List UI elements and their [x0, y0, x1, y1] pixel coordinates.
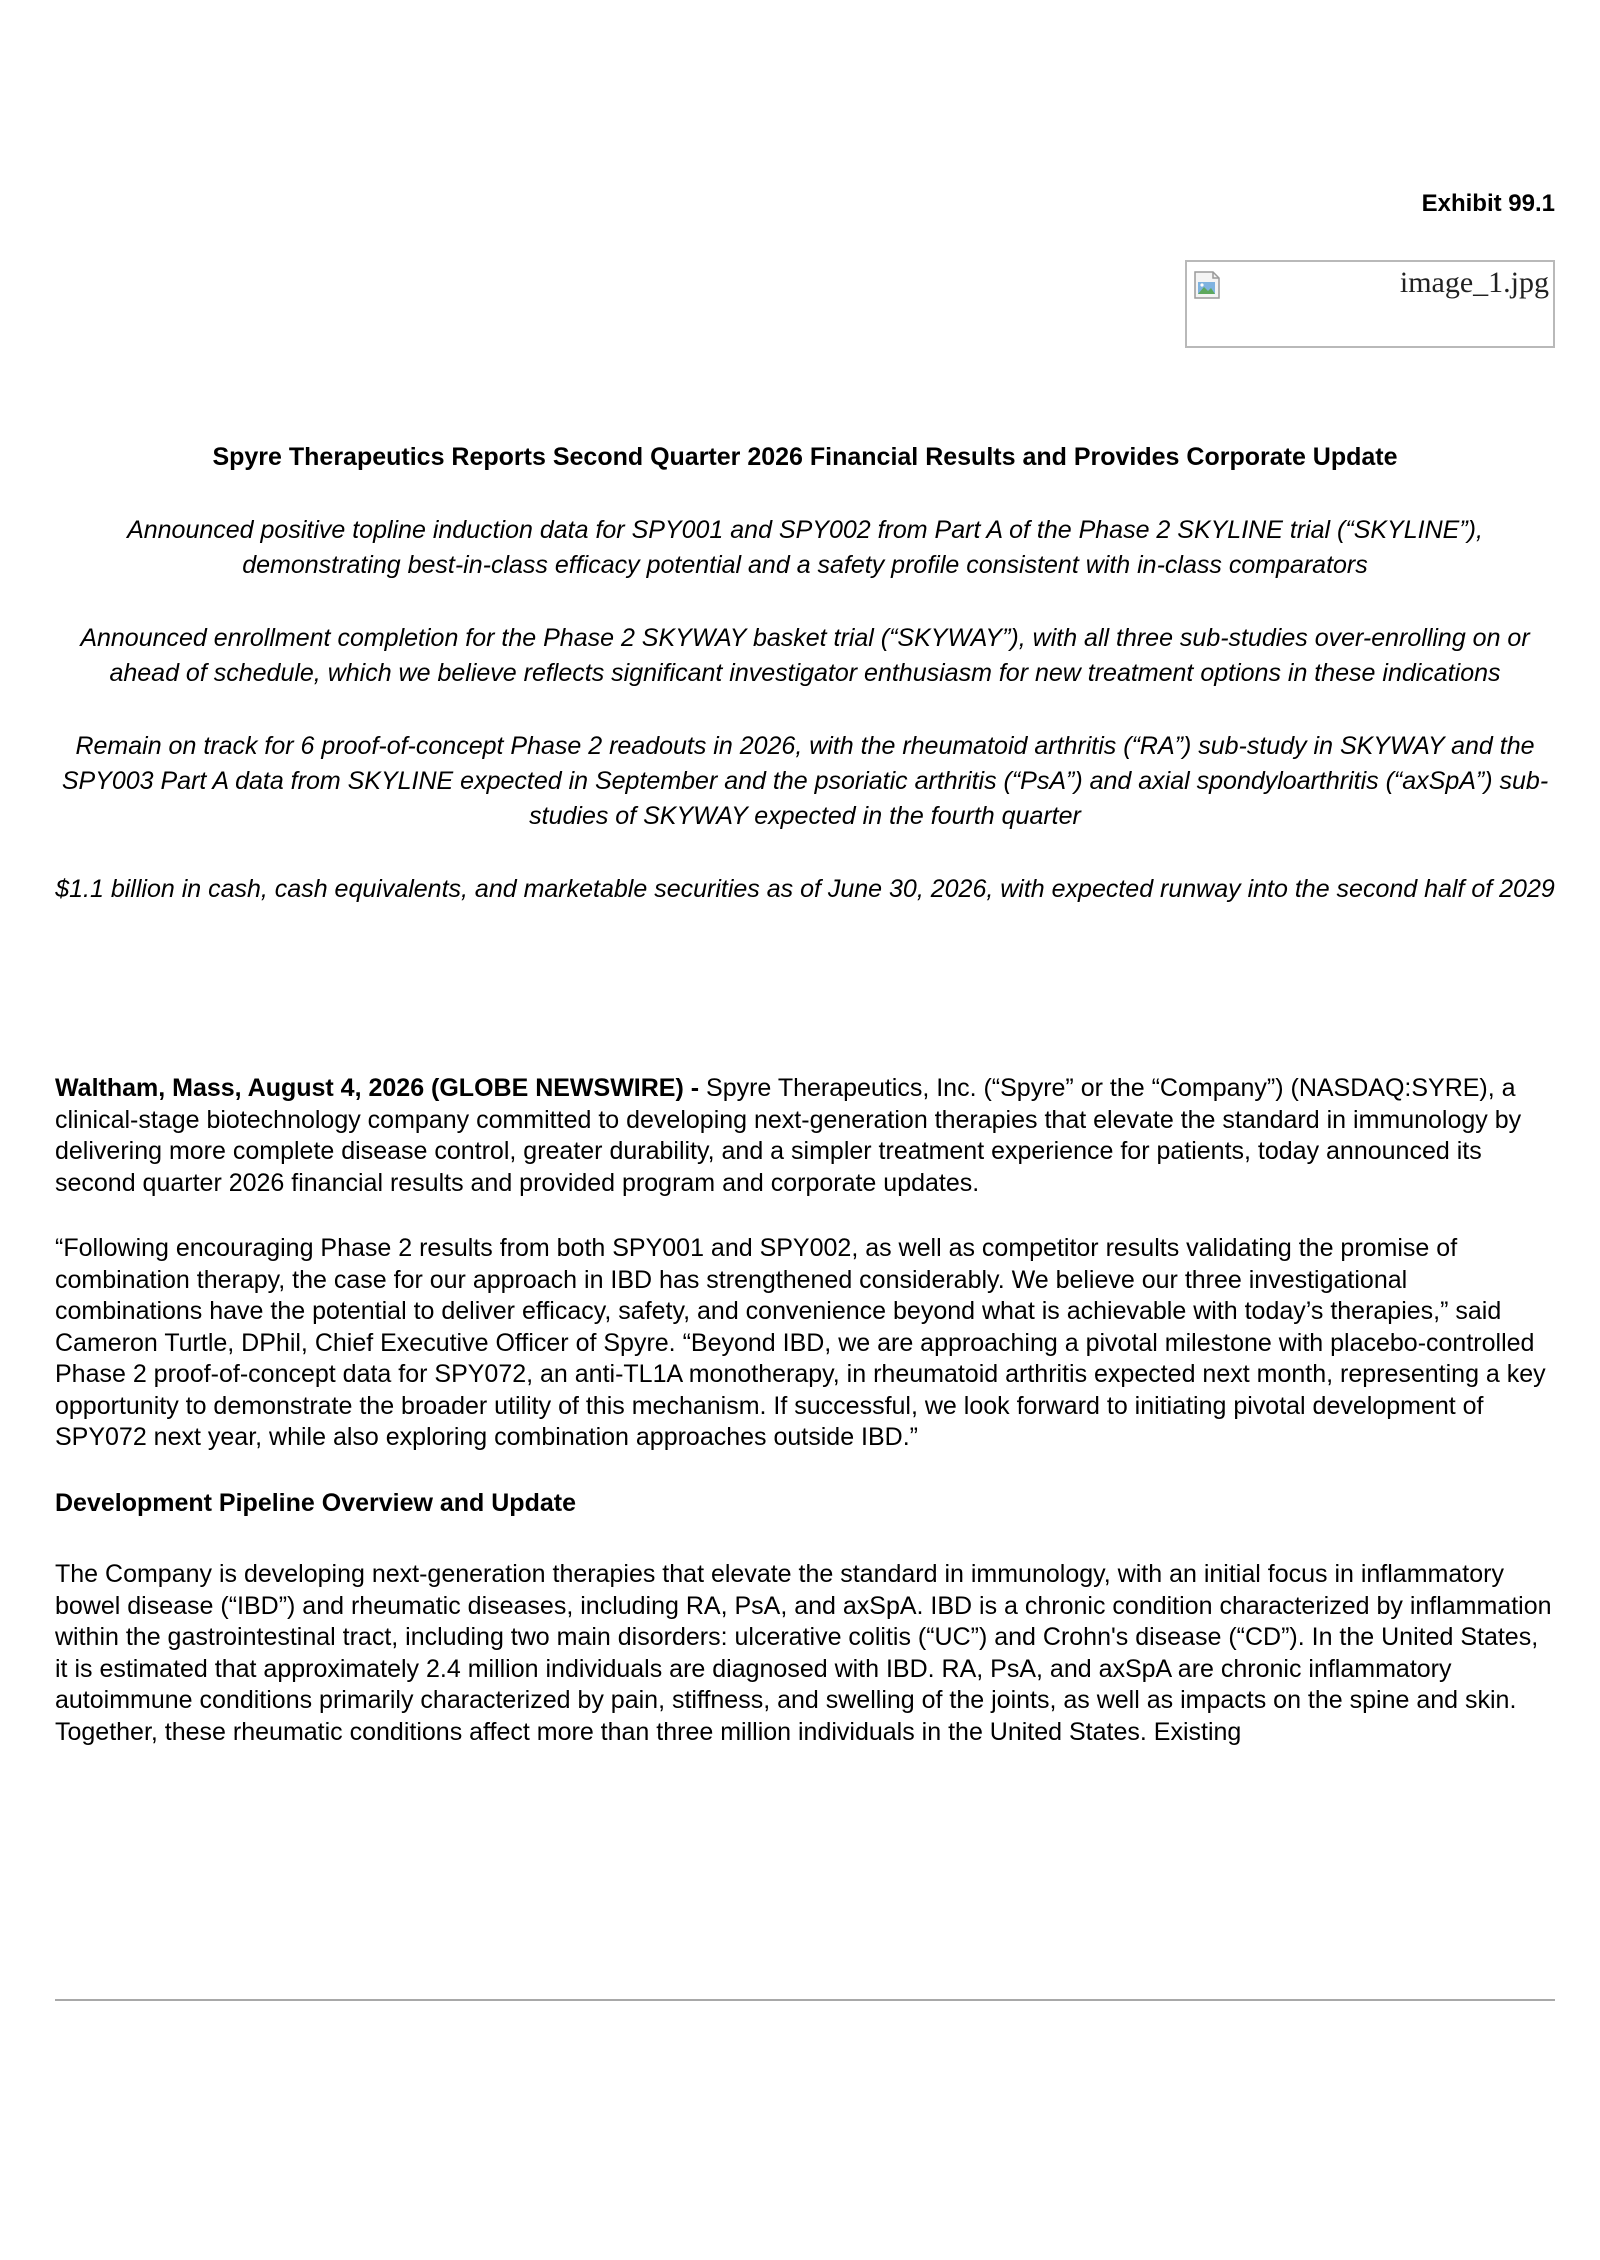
- press-release-title: Spyre Therapeutics Reports Second Quarter 2026 Financial Results and Provides Corporate Update: [212, 443, 1398, 471]
- body-text: [55, 1073, 1555, 1782]
- highlight-item: $1.1 billion in cash, cash equivalents, and marketable securities as of June 30, 2026, with expected runway into the second half of 2029: [55, 875, 1555, 903]
- ceo-quote-paragraph: “Following encouraging Phase 2 results from both SPY001 and SPY002, as well as competitor results validating the promise of combination therapy, the case for our approach in IBD has strengthened considerably. We believe our three investigational combinations have the potential to deliver efficacy, safety, and convenience beyond what is achievable with today’s therapies,” said Cameron Turtle, DPhil, Chief Executive Officer of Spyre. “Beyond IBD, we are approaching a pivotal milestone with placebo-controlled Phase 2 proof-of-concept data for SPY072, an anti-TL1A monotherapy, in rheumatoid arthritis expected next month, representing a key opportunity to demonstrate the broader utility of this mechanism. If successful, we look forward to initiating pivotal development of SPY072 next year, while also exploring combination approaches outside IBD.”: [55, 1234, 1546, 1451]
- image-alt-text: image_1.jpg: [1399, 266, 1549, 299]
- page-divider: [55, 1999, 1555, 2001]
- intro-text: Spyre Therapeutics, Inc. (“Spyre” or the “Company”) (NASDAQ:SYRE), a clinical-stage biotechnology company committed to developing next-generation therapies that elevate the standard in immunology by delivering more complete disease control, greater durability, and a simpler treatment experience for patients, today announced its second quarter 2026 financial results and provided program and corporate updates.: [55, 1074, 1522, 1197]
- exhibit-label: Exhibit 99.1: [1421, 190, 1555, 217]
- highlight-item: Announced enrollment completion for the Phase 2 SKYWAY basket trial (“SKYWAY”), with all three sub-studies over-enrolling on or ahead of schedule, which we believe reflects significant investigator enthusiasm for new treatment options in these indications: [80, 624, 1530, 687]
- dateline: Waltham, Mass, August 4, 2026 (GLOBE NEWSWIRE) -: [55, 1074, 700, 1102]
- highlight-item: Remain on track for 6 proof-of-concept Phase 2 readouts in 2026, with the rheumatoid arthritis (“RA”) sub-study in SKYWAY and the SPY003 Part A data from SKYLINE expected in September and the psoriatic arthritis (“PsA”) and axial spondyloarthritis (“axSpA”) sub-studies of SKYWAY expected in the fourth quarter: [61, 732, 1549, 830]
- pipeline-paragraph: The Company is developing next-generation therapies that elevate the standard in immunology, with an initial focus in inflammatory bowel disease (“IBD”) and rheumatic diseases, including RA, PsA, and axSpA. IBD is a chronic condition characterized by inflammation within the gastrointestinal tract, including two main disorders: ulcerative colitis (“UC”) and Crohn's disease (“CD”). In the United States, it is estimated that approximately 2.4 million individuals are diagnosed with IBD. RA, PsA, and axSpA are chronic inflammatory autoimmune conditions primarily characterized by pain, stiffness, and swelling of the joints, as well as impacts on the spine and skin. Together, these rheumatic conditions affect more than three million individuals in the United States. Existing: [55, 1560, 1552, 1746]
- highlight-item: Announced positive topline induction data for SPY001 and SPY002 from Part A of the Phase 2 SKYLINE trial (“SKYLINE”), demonstrating best-in-class efficacy potential and a safety profile consistent with in-class comparators: [127, 516, 1483, 579]
- broken-image-icon: [1193, 270, 1221, 300]
- intro-paragraph: [55, 1073, 1555, 1199]
- logo-image-placeholder: [1185, 260, 1555, 348]
- highlights-list: [55, 513, 1555, 945]
- section-heading: Development Pipeline Overview and Update: [55, 1488, 576, 1517]
